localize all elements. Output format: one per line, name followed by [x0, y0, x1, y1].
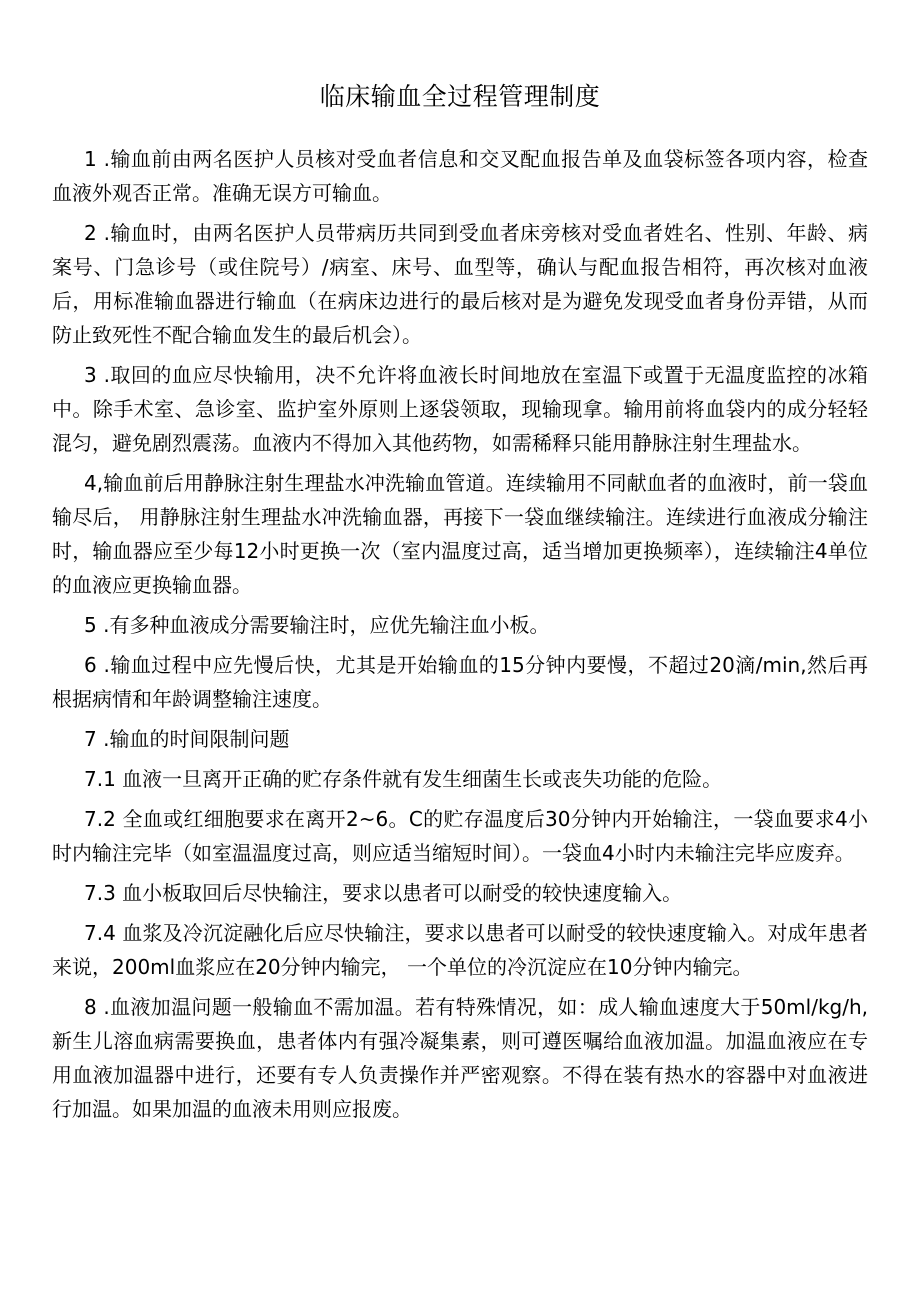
paragraph-5: 5 .有多种血液成分需要输注时，应优先输注血小板。 [84, 613, 550, 637]
paragraph-7-2: 7.2 全血或红细胞要求在离开2~6。C的贮存温度后30分钟内开始输注，一袋血要求4小时内输注完毕（如室温温度过高，则应适当缩短时间）。一袋血4小时内未输注完毕应废弃。 [52, 807, 868, 865]
paragraph-8: 8 .血液加温问题一般输血不需加温。若有特殊情况，如：成人输血速度大于50ml/kg/h,新生儿溶血病需要换血，患者体内有强冷凝集素，则可遵医嘱给血液加温。加温血液应在专用血液加温器中进行，还要有专人负责操作并严密观察。不得在装有热水的容器中对血液进行加温。如果加温的血液未用则应报废。 [52, 995, 868, 1121]
paragraph-6: 6 .输血过程中应先慢后快，尤其是开始输血的15分钟内要慢，不超过20滴/min,然后再根据病情和年龄调整输注速度。 [52, 653, 868, 711]
document-title: 临床输血全过程管理制度 [319, 82, 601, 111]
paragraph-3: 3 .取回的血应尽快输用，决不允许将血液长时间地放在室温下或置于无温度监控的冰箱中。除手术室、急诊室、监护室外原则上逐袋领取，现输现拿。输用前将血袋内的成分轻轻混匀，避免剧烈震荡。血液内不得加入其他药物，如需稀释只能用静脉注射生理盐水。 [52, 363, 868, 455]
paragraph-1: 1 .输血前由两名医护人员核对受血者信息和交叉配血报告单及血袋标签各项内容，检查血液外观否正常。准确无误方可输血。 [52, 147, 868, 205]
document-page [52, 78, 868, 1132]
paragraph-4: 4,输血前后用静脉注射生理盐水冲洗输血管道。连续输用不同献血者的血液时，前一袋血输尽后， 用静脉注射生理盐水冲洗输血器，再接下一袋血继续输注。连续进行血液成分输注时，输血器应至少每12小时更换一次（室内温度过高，适当增加更换频率），连续输注4单位的血液应更换输血器。 [52, 471, 868, 597]
paragraph-2: 2 .输血时，由两名医护人员带病历共同到受血者床旁核对受血者姓名、性别、年龄、病案号、门急诊号（或住院号）/病室、床号、血型等，确认与配血报告相符，再次核对血液后，用标准输血器进行输血（在病床边进行的最后核对是为避免发现受血者身份弄错，从而防止致死性不配合输血发生的最后机会）。 [52, 221, 868, 347]
paragraph-7-3: 7.3 血小板取回后尽快输注，要求以患者可以耐受的较快速度输入。 [84, 881, 683, 905]
paragraph-7-1: 7.1 血液一旦离开正确的贮存条件就有发生细菌生长或丧失功能的危险。 [84, 767, 723, 791]
paragraph-7: 7 .输血的时间限制问题 [84, 727, 290, 751]
paragraph-7-4: 7.4 血浆及冷沉淀融化后应尽快输注，要求以患者可以耐受的较快速度输入。对成年患者来说，200ml血浆应在20分钟内输完， 一个单位的冷沉淀应在10分钟内输完。 [52, 921, 868, 979]
